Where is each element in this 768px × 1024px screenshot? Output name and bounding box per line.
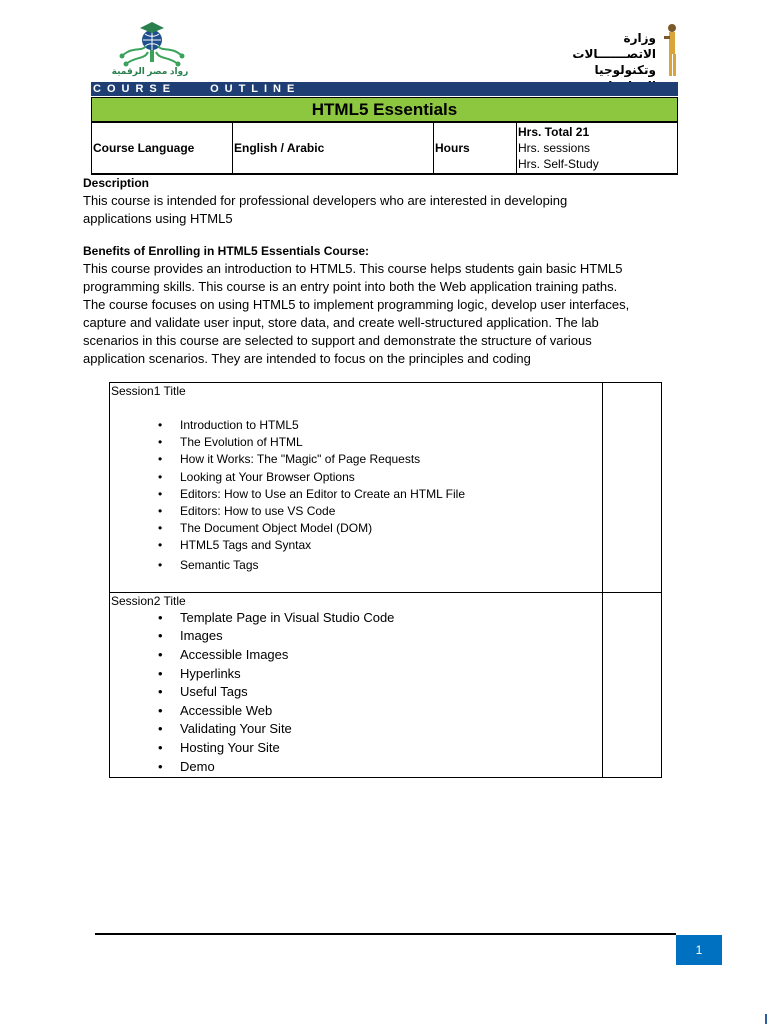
hours-label: Hours <box>434 123 517 174</box>
description-heading: Description <box>83 176 150 190</box>
outline-word-2: OUTLINE <box>210 83 301 95</box>
list-item: • Accessible Images <box>180 646 602 665</box>
session-1-side-cell <box>603 383 662 593</box>
list-item: • The Evolution of HTML <box>180 434 602 451</box>
hours-cell <box>517 123 678 174</box>
hours-self-study: Hrs. Self-Study <box>518 157 599 171</box>
session-1-title: Session1 Title <box>111 384 186 398</box>
sessions-table <box>109 382 662 778</box>
list-item: • HTML5 Tags and Syntax <box>180 537 602 554</box>
list-item: • Images <box>180 627 602 646</box>
benefits-line-1: This course provides an introduction to HTML5. This course helps students gain basic HTML5 <box>83 261 623 276</box>
left-logo-caption: رواد مصر الرقمية <box>111 66 189 76</box>
session-2-topics <box>110 609 602 777</box>
description-section <box>83 174 683 228</box>
list-item: • Hyperlinks <box>180 665 602 684</box>
session-2-cell <box>110 592 603 777</box>
footer-rule <box>95 933 676 935</box>
course-title: HTML5 Essentials <box>91 97 678 122</box>
list-item: • Editors: How to use VS Code <box>180 503 602 520</box>
list-item: • Looking at Your Browser Options <box>180 469 602 486</box>
hours-total: Hrs. Total 21 <box>518 125 590 139</box>
description-line-2: applications using HTML5 <box>83 211 233 226</box>
ministry-logo-figure <box>660 22 680 78</box>
benefits-line-4: capture and validate user input, store data, and create well-structured application. The lab <box>83 315 599 330</box>
list-item: • Template Page in Visual Studio Code <box>180 609 602 628</box>
session-row <box>110 383 662 593</box>
session-row <box>110 592 662 777</box>
hours-sessions: Hrs. sessions <box>518 141 591 155</box>
edge-mark <box>765 1014 767 1024</box>
list-item: • Hosting Your Site <box>180 739 602 758</box>
course-outline-banner <box>91 82 678 96</box>
ministry-logo-line-1: وزارة الاتصـــــــالات <box>572 31 656 61</box>
page-number-badge: 1 <box>676 935 722 965</box>
session-1-cell <box>110 383 603 593</box>
benefits-heading: Benefits of Enrolling in HTML5 Essentials Course: <box>83 244 370 258</box>
list-item: • The Document Object Model (DOM) <box>180 520 602 537</box>
list-item: • Validating Your Site <box>180 720 602 739</box>
list-item: • Useful Tags <box>180 683 602 702</box>
outline-word-1: COURSE <box>93 83 177 95</box>
language-value: English / Arabic <box>233 123 434 174</box>
list-item: • Introduction to HTML5 <box>180 417 602 434</box>
session-1-topics <box>110 399 602 592</box>
language-label: Course Language <box>92 123 233 174</box>
list-item: • Semantic Tags <box>180 557 602 574</box>
benefits-line-2: programming skills. This course is an entry point into both the Web application training paths. <box>83 279 618 294</box>
list-item: • Accessible Web <box>180 702 602 721</box>
benefits-line-6: application scenarios. They are intended to focus on the principles and coding <box>83 351 531 366</box>
session-2-title: Session2 Title <box>111 593 186 608</box>
session-2-side-cell <box>603 592 662 777</box>
benefits-section <box>83 242 683 368</box>
benefits-line-5: scenarios in this course are selected to support and demonstrate the structure of various <box>83 333 592 348</box>
list-item: • How it Works: The "Magic" of Page Requests <box>180 451 602 468</box>
benefits-line-3: The course focuses on using HTML5 to implement programming logic, develop user interfaces, <box>83 297 630 312</box>
ministry-logo-line-2: وتكنولوجيا <box>594 63 656 77</box>
course-info-table <box>91 122 678 174</box>
list-item: • Editors: How to Use an Editor to Create an HTML File <box>180 486 602 503</box>
list-item: • Demo <box>180 758 602 777</box>
description-line-1: This course is intended for professional developers who are interested in developing <box>83 193 568 208</box>
